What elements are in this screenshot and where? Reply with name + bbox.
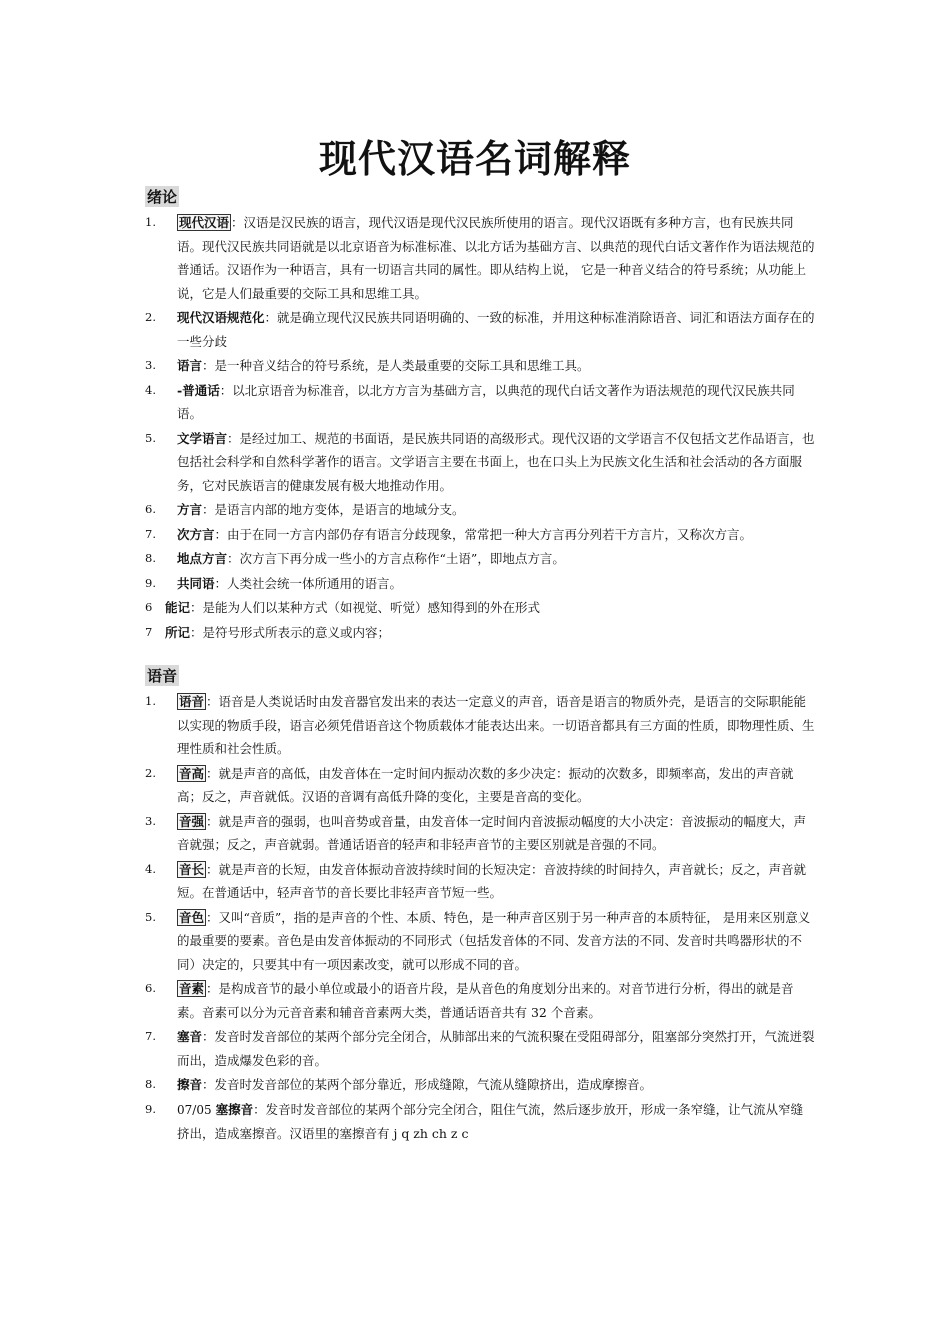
item-number: 6. — [145, 502, 156, 516]
definition-text: 是经过加工、规范的书面语，是民族共同语的高级形式。现代汉语的文学语言不仅包括文艺作品语言，也包括社会科学和自然科学著作的语言。文学语言主要在书面上，也在口头上为民族文化生活和社会活动的各方面服务，它对民族语言的健康发展有极大地推动作用。 — [177, 430, 815, 493]
definition-text: 又叫“音质”，指的是声音的个性、本质、特色，是一种声音区别于另一种声音的本质特征， 是用来区别意义的最重要的要素。音色是由发音体振动的不同形式（包括发音体的不同、发音方法的不同、发音时共鸣器形状的不同）决定的，只要其中有一项因素改变，就可以形成不同的音。 — [177, 909, 811, 972]
item-number: 2. — [145, 310, 156, 324]
term-separator: ： — [264, 310, 278, 325]
list-item — [145, 858, 815, 905]
list-item — [145, 596, 815, 620]
section-phonetics — [145, 665, 815, 1146]
definition-text: 是构成音节的最小单位或最小的语音片段，是从音色的角度划分出来的。对音节进行分析，得出的就是音素。音素可以分为元音音素和辅音音素两大类，普通话语音共有 32 个音素。 — [177, 981, 794, 1020]
term-separator: ： — [206, 813, 219, 829]
definition-text: 发音时发音部位的某两个部分完全闭合，阻住气流，然后逐步放开，形成一条窄缝，让气流从窄缝挤出，造成塞擦音。汉语里的塞擦音有 j q zh ch z c — [177, 1101, 804, 1141]
term-label: -普通话 — [177, 382, 220, 398]
term-separator: ： — [202, 358, 215, 373]
item-number: 5. — [145, 909, 156, 924]
term-separator: ： — [214, 526, 228, 542]
term-label: 次方言 — [177, 526, 215, 542]
item-number: 1. — [145, 215, 156, 229]
term-label: 现代汉语规范化 — [177, 310, 265, 325]
item-number: 8. — [145, 1077, 156, 1091]
list-item — [145, 762, 815, 809]
term-label: 语音 — [179, 694, 205, 709]
term-separator: ： — [206, 765, 219, 781]
list-item — [145, 1073, 815, 1097]
term-label: 能记 — [165, 600, 191, 615]
item-number: 7. — [145, 1029, 156, 1043]
term-separator: ： — [202, 502, 215, 517]
item-number: 6 — [145, 600, 153, 614]
item-number: 2. — [145, 765, 156, 780]
list-item — [145, 906, 815, 977]
page-title: 现代汉语名词解释 — [318, 137, 631, 181]
term-separator: ： — [214, 575, 228, 591]
item-number: 4. — [145, 382, 156, 397]
item-number: 9. — [145, 575, 156, 590]
definition-text: 语音是人类说话时由发音器官发出来的表达一定意义的声音，语音是语言的物质外壳，是语言的交际职能能以实现的物质手段，语言必须凭借语音这个物质载体才能表达出来。一切语音都具有三方面的性质，即物理性质、生理性质和社会性质。 — [177, 694, 815, 756]
definition-text: 是一种音义结合的符号系统，是人类最重要的交际工具和思维工具。 — [214, 358, 590, 373]
list-item — [145, 690, 815, 761]
term-separator: ： — [190, 600, 203, 615]
definition-text: 次方言下再分成一些小的方言点称作“土语”，即地点方言。 — [239, 551, 565, 566]
item-number: 5. — [145, 430, 156, 445]
term-separator: ： — [231, 215, 244, 230]
item-number: 8. — [145, 551, 156, 565]
term-label: 文学语言 — [177, 430, 228, 446]
term-label: 现代汉语 — [179, 215, 230, 230]
term-label: 音长 — [179, 861, 205, 877]
term-separator: ： — [190, 624, 203, 640]
list-item — [145, 427, 815, 498]
term-separator: ： — [206, 694, 219, 709]
item-number: 1. — [145, 694, 156, 708]
definition-text: 人类社会统一体所通用的语言。 — [227, 575, 403, 591]
term-label: 塞音 — [177, 1029, 203, 1044]
definition-text: 就是声音的高低，由发音体在一定时间内振动次数的多少决定：振动的次数多，即频率高，发出的声音就高；反之，声音就低。汉语的音调有高低升降的变化，主要是音高的变化。 — [177, 765, 794, 804]
item-number: 9. — [145, 1101, 156, 1116]
term-label: 语言 — [177, 358, 203, 373]
term-label: 地点方言 — [177, 551, 228, 566]
term-label: 音强 — [179, 813, 205, 829]
definition-text: 是能为人们以某种方式（如视觉、听觉）感知得到的外在形式 — [202, 600, 541, 615]
term-separator: ： — [219, 382, 233, 398]
term-label: 共同语 — [177, 575, 215, 591]
list-item — [145, 572, 815, 596]
definition-text: 就是确立现代汉民族共同语明确的、一致的标准，并用这种标准消除语音、词汇和语法方面存在的一些分歧 — [177, 310, 815, 349]
list-item — [145, 977, 815, 1024]
term-separator: ： — [227, 430, 240, 446]
definition-text: 就是声音的强弱，也叫音势或音量，由发音体一定时间内音波振动幅度的大小决定：音波振动的幅度大，声音就强；反之，声音就弱。普通话语音的轻声和非轻声音节的主要区别就是音强的不同。 — [177, 813, 807, 852]
section-intro — [145, 186, 815, 644]
list-item — [145, 354, 815, 378]
list-item — [145, 1098, 815, 1146]
section-heading: 语音 — [147, 667, 178, 685]
item-number: 7 — [145, 624, 153, 639]
term-separator: ： — [202, 1077, 215, 1092]
item-number: 3. — [145, 813, 156, 828]
term-label: 所记 — [165, 624, 191, 640]
item-number: 3. — [145, 358, 156, 372]
term-label: 音色 — [179, 909, 205, 925]
term-label: 擦音 — [177, 1077, 203, 1092]
section-heading: 绪论 — [147, 188, 178, 206]
term-label: 音高 — [179, 765, 205, 781]
item-number: 7. — [145, 526, 156, 541]
definition-text: 发音时发音部位的某两个部分完全闭合，从肺部出来的气流积聚在受阻碍部分，阻塞部分突然打开，气流迸裂而出，造成爆发色彩的音。 — [177, 1029, 815, 1068]
list-item — [145, 523, 815, 547]
list-item — [145, 1025, 815, 1072]
list-item — [145, 306, 815, 353]
list-item — [145, 810, 815, 857]
definition-text: 是符号形式所表示的意义或内容； — [202, 624, 391, 640]
term-label: 音素 — [179, 981, 205, 996]
term-separator: ： — [227, 551, 240, 566]
list-item — [145, 547, 815, 571]
definition-text: 以北京语音为标准音，以北方方言为基础方言，以典范的现代白话文著作为语法规范的现代汉民族共同语。 — [177, 382, 795, 421]
list-item — [145, 621, 815, 645]
term-separator: ： — [202, 1029, 215, 1044]
list-item — [145, 498, 815, 522]
term-label: 方言 — [177, 502, 203, 517]
definition-text: 由于在同一方言内部仍存有语言分歧现象，常常把一种大方言再分列若干方言片，又称次方言。 — [227, 526, 753, 542]
definition-text: 是语言内部的地方变体，是语言的地域分支。 — [214, 502, 465, 517]
term-separator: ： — [253, 1101, 266, 1117]
term-separator: ： — [206, 981, 219, 996]
definition-text: 汉语是汉民族的语言，现代汉语是现代汉民族所使用的语言。现代汉语既有多种方言，也有民族共同语。现代汉民族共同语就是以北京语音为标准标准、以北方话为基础方言、以典范的现代白话文著作作为语法规范的普通话。汉语作为一种语言，具有一切语言共同的属性。即从结构上说， 它是一种音义结合的符号系统；从功能上说，它是人们最重要的交际工具和思维工具。 — [177, 215, 815, 301]
list-item — [145, 379, 815, 426]
definition-text: 发音时发音部位的某两个部分靠近，形成缝隙，气流从缝隙挤出，造成摩擦音。 — [214, 1077, 653, 1092]
definition-text: 就是声音的长短，由发音体振动音波持续时间的长短决定：音波持续的时间持久，声音就长；反之，声音就短。在普通话中，轻声音节的音长要比非轻声音节短一些。 — [177, 861, 807, 900]
list-item — [145, 211, 815, 305]
item-prefix: 07/05 — [177, 1102, 212, 1117]
term-separator: ： — [206, 861, 219, 877]
item-number: 6. — [145, 981, 156, 995]
term-label: 塞擦音 — [215, 1101, 254, 1117]
term-separator: ： — [206, 909, 219, 925]
item-number: 4. — [145, 861, 156, 876]
